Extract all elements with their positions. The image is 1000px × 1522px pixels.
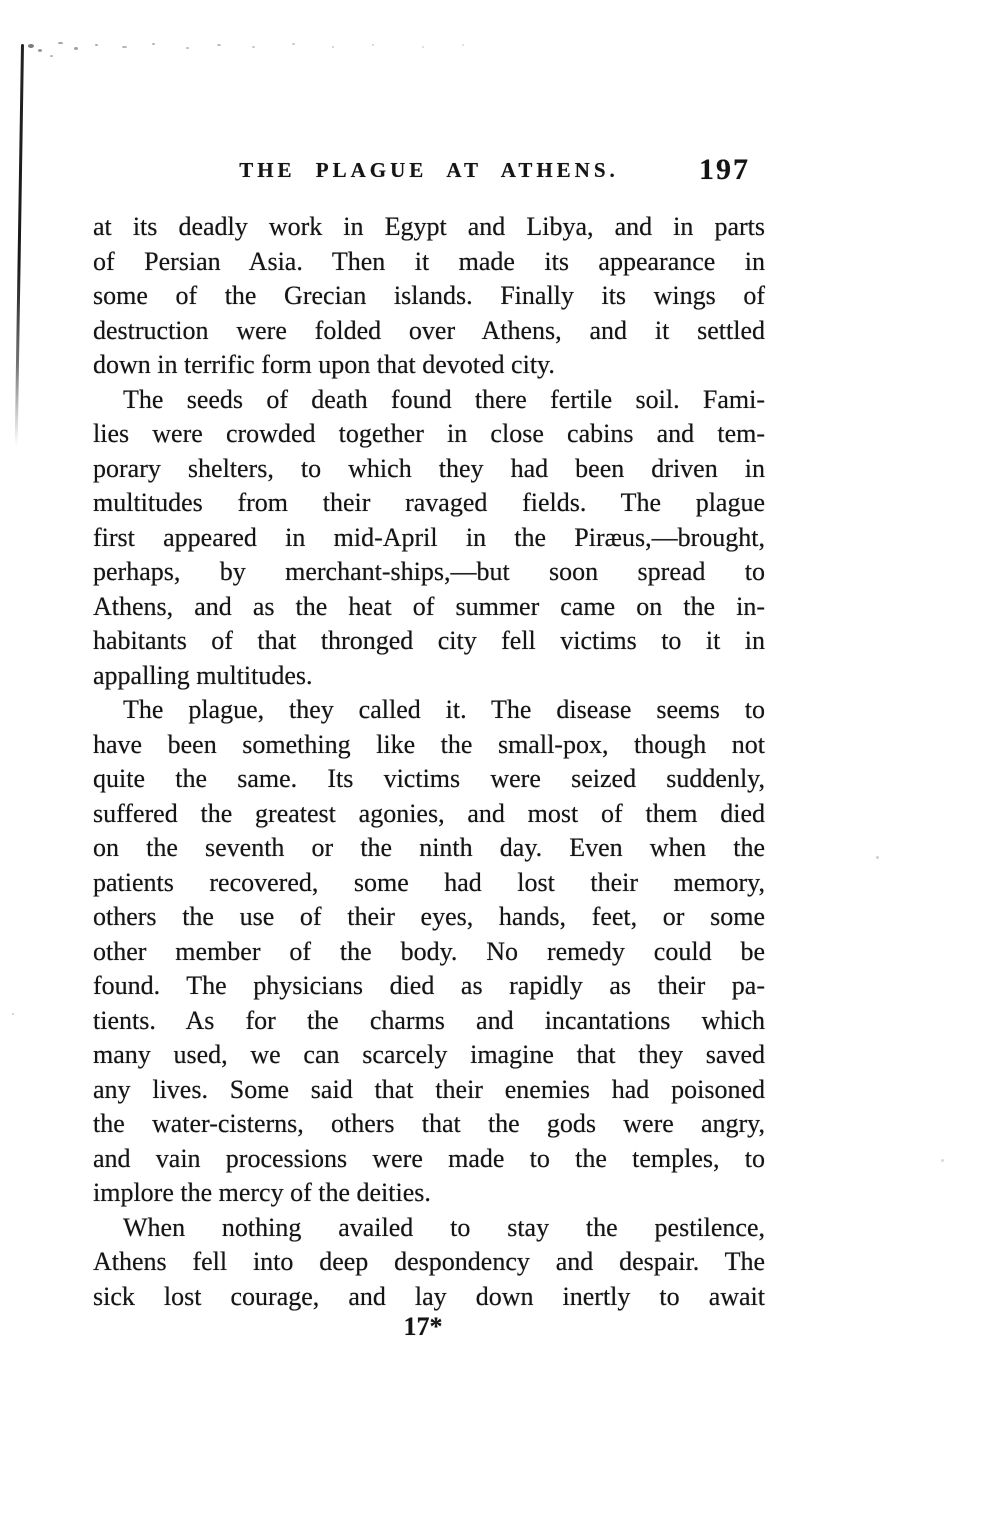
scan-speck: [462, 44, 464, 46]
scan-speck: [38, 49, 42, 52]
text-line: down in terrific form upon that devoted city.: [93, 350, 555, 379]
text-line: found. The physicians died as rapidly as their pa-: [93, 971, 765, 1000]
scan-speck: [28, 44, 34, 48]
text-line: implore the mercy of the deities.: [93, 1178, 431, 1207]
paragraph: [93, 383, 765, 694]
text-line: quite the same. Its victims were seized suddenly,: [93, 764, 765, 793]
scan-speck: [217, 44, 221, 46]
running-header-title: THE PLAGUE AT ATHENS.: [239, 158, 619, 182]
paragraph: [93, 693, 765, 1211]
scan-speck: [876, 856, 879, 859]
text-line: patients recovered, some had lost their memory,: [93, 867, 765, 897]
text-line: multitudes from their ravaged fields. The plague: [93, 488, 765, 517]
text-line: other member of the body. No remedy could be: [93, 936, 765, 966]
scan-speck: [12, 1013, 14, 1015]
text-line: any lives. Some said that their enemies had poisoned: [93, 1074, 765, 1104]
text-line: lies were crowded together in close cabins and tem-: [93, 419, 765, 448]
scan-speck: [152, 43, 155, 45]
scan-speck: [372, 44, 374, 46]
text-line: at its deadly work in Egypt and Libya, and in parts: [93, 212, 765, 241]
scan-speck: [186, 47, 189, 49]
text-line: first appeared in mid-April in the Piræus,—brought,: [93, 522, 765, 552]
text-line: sick lost courage, and lay down inertly to await: [93, 1281, 765, 1311]
text-line: the water-cisterns, others that the gods were angry,: [93, 1109, 765, 1138]
scan-speck: [74, 47, 78, 50]
scan-speck: [122, 46, 127, 48]
text-line: When nothing availed to stay the pestilence,: [123, 1212, 765, 1242]
text-line: The plague, they called it. The disease seems to: [123, 695, 765, 724]
text-line: of Persian Asia. Then it made its appearance in: [93, 246, 765, 276]
text-line: destruction were folded over Athens, and it settled: [93, 315, 765, 345]
page-number: 197: [699, 153, 750, 186]
scan-speck: [332, 46, 334, 48]
text-line: perhaps, by merchant-ships,—but soon spread to: [93, 557, 765, 586]
scan-speck: [422, 46, 424, 48]
text-line: some of the Grecian islands. Finally its wings of: [93, 281, 765, 310]
scan-speck: [58, 42, 63, 44]
text-line: appalling multitudes.: [93, 660, 313, 690]
text-line: The seeds of death found there fertile soil. Fami-: [123, 384, 765, 414]
scan-speck: [292, 43, 295, 45]
text-line: suffered the greatest agonies, and most of them died: [93, 798, 765, 828]
text-line: porary shelters, to which they had been driven in: [93, 453, 765, 483]
text-line: Athens, and as the heat of summer came on the in-: [93, 591, 765, 621]
scan-speck: [50, 55, 53, 57]
text-line: habitants of that thronged city fell victims to it in: [93, 626, 765, 655]
text-line: Athens fell into deep despondency and despair. The: [93, 1247, 765, 1276]
signature-mark: 17*: [403, 1312, 443, 1341]
scan-speck: [95, 44, 98, 46]
text-line: on the seventh or the ninth day. Even when the: [93, 833, 765, 862]
scan-speck: [252, 46, 255, 48]
paragraph: [93, 210, 765, 383]
text-line: others the use of their eyes, hands, feet, or some: [93, 902, 765, 931]
text-line: and vain processions were made to the temples, to: [93, 1143, 765, 1173]
text-line: tients. As for the charms and incantations which: [93, 1005, 765, 1035]
text-line: many used, we can scarcely imagine that they saved: [93, 1040, 765, 1069]
scan-artifact-binding-line: [15, 44, 24, 446]
paragraph: [93, 1211, 765, 1315]
text-block: [93, 210, 765, 1314]
scan-speck: [941, 1159, 944, 1162]
running-header: [93, 153, 765, 189]
text-line: have been something like the small-pox, though not: [93, 729, 765, 759]
